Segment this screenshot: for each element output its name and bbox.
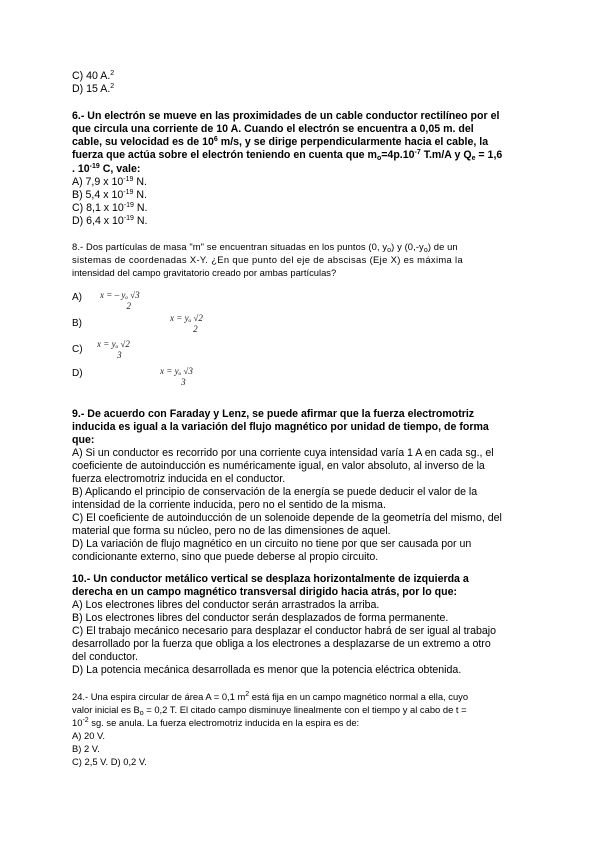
q8-stem-line: intensidad del campo gravitatorio creado por ambas partículas? — [72, 267, 337, 278]
q10-option-line: del conductor. — [72, 651, 138, 663]
q6-option-d: D) 6,4 x $10^{-19}$ N. — [72, 215, 148, 227]
q8-formula-a: x = – yₒ √3 2 — [100, 290, 140, 311]
q24-stem-line: valor inicial es $B_o = 0,2$ T. El citado campo disminuye linealmente con el tiempo y al cabo de t = — [72, 704, 467, 717]
q8-option-label-b: B) — [72, 318, 82, 329]
q9-stem-line: inducida es igual a la variación del flujo magnético por unidad de tiempo, de forma — [72, 421, 489, 433]
q6-stem-line: que circula una corriente de 10 A. Cuando el electrón se encuentra a 0,05 m. del — [72, 123, 474, 135]
q24-stem-line: 24.- Una espira circular de área A = 0,1 $m^2$ está fija en un campo magnético normal a ella, cuyo — [72, 691, 469, 702]
q9-option-line: C) El coeficiente de autoinducción de un solenoide depende de la geometría del mismo, del — [72, 512, 502, 524]
q8-formula-c: x = yₒ √2 3 — [97, 339, 130, 360]
q6-stem-line: cable, su velocidad es de $10^6$ m/s, y se dirige perpendicularmente hacia el cable, la — [72, 136, 489, 148]
q10-option-line: D) La potencia mecánica desarrollada es menor que la potencia eléctrica obtenida. — [72, 664, 462, 676]
q9-option-line: condicionante externo, sino que puede deberse al propio circuito. — [72, 551, 379, 563]
q10-stem-line: derecha en un campo magnético transversal dirigido hacia atrás, por lo que: — [72, 586, 458, 598]
q9-stem-line: 9.- De acuerdo con Faraday y Lenz, se puede afirmar que la fuerza electromotriz — [72, 408, 475, 420]
exponent: 2 — [110, 70, 115, 77]
q9-option-line: D) La variación de flujo magnético en un circuito no tiene por que ser causada por un — [72, 538, 472, 550]
q6-option-a: A) 7,9 x $10^{-19}$ N. — [72, 176, 147, 188]
exponent: 2 — [110, 83, 115, 90]
q9-option-line: B) Aplicando el principio de conservación de la energía se puede deducir el valor de la — [72, 486, 478, 498]
q9-option-line: material que forma su núcleo, pero no de las dimensiones de aquel. — [72, 525, 391, 537]
q10-option-line: B) Los electrones libres del conductor serán desplazados de forma permanente. — [72, 612, 449, 624]
prev-option-d: D) 15 A.$^2$ — [72, 83, 115, 95]
q9-option-line: coeficiente de autoinducción es numéricamente igual, en valor absoluto, al inverso de la — [72, 460, 485, 472]
q10-option-line: C) El trabajo mecánico necesario para desplazar el conductor habrá de ser igual al trabajo — [72, 625, 496, 637]
q6-stem-line: fuerza que actúa sobre el electrón teniendo en cuenta que $m_o=4p.10^{-7}$ T.m/A y $Q_e = 1,6$ — [72, 149, 503, 162]
q8-option-label-d: D) — [72, 368, 83, 379]
q10-option-line: desarrollado por la fuerza que obliga a los electrones a desplazarse de un extremo a otro — [72, 638, 491, 650]
q8-option-label-a: A) — [72, 292, 82, 303]
q6-option-b: B) 5,4 x $10^{-19}$ N. — [72, 189, 147, 201]
q8-stem-line: 8.- Dos partículas de masa "m" se encuentran situadas en los puntos (0, $y_o$) y $(0,-y_o)$ de un — [72, 241, 458, 254]
q8-formula-d: x = yₒ √3 3 — [160, 366, 193, 387]
q6-stem-line: 6.- Un electrón se mueve en las proximidades de un cable conductor rectilíneo por el — [72, 110, 500, 122]
q6-stem-line: . $10^{-19}$ C, vale: — [72, 163, 141, 175]
prev-option-c: C) 40 A.$^2$ — [72, 70, 115, 82]
q6-option-c: C) 8,1 x $10^{-19}$ N. — [72, 202, 148, 214]
q24-stem-line: $10^{-2}$ sg. se anula. La fuerza electromotriz inducida en la espira es de: — [72, 717, 360, 728]
q10-stem-line: 10.- Un conductor metálico vertical se desplaza horizontalmente de izquierda a — [72, 573, 469, 585]
q8-stem-line: sistemas de coordenadas X-Y. ¿En que punto del eje de abscisas (Eje X) es máxima la — [72, 254, 464, 265]
q8-formula-b: x = yₒ √2 2 — [170, 313, 203, 334]
q10-option-line: A) Los electrones libres del conductor serán arrastrados la arriba. — [72, 599, 380, 611]
q9-option-line: fuerza electromotriz inducida en el conductor. — [72, 473, 286, 485]
q24-option-cd: C) 2,5 V. D) 0,2 V. — [72, 756, 147, 767]
q24-option-b: B) 2 V. — [72, 743, 100, 754]
q8-option-label-c: C) — [72, 344, 83, 355]
q9-option-line: A) Si un conductor es recorrido por una corriente cuya intensidad varía 1 A en cada sg., el — [72, 447, 494, 459]
q9-stem-line: que: — [72, 434, 95, 446]
q9-option-line: intensidad de la corriente inducida, pero no el sentido de la misma. — [72, 499, 386, 511]
q24-option-a: A) 20 V. — [72, 730, 106, 741]
